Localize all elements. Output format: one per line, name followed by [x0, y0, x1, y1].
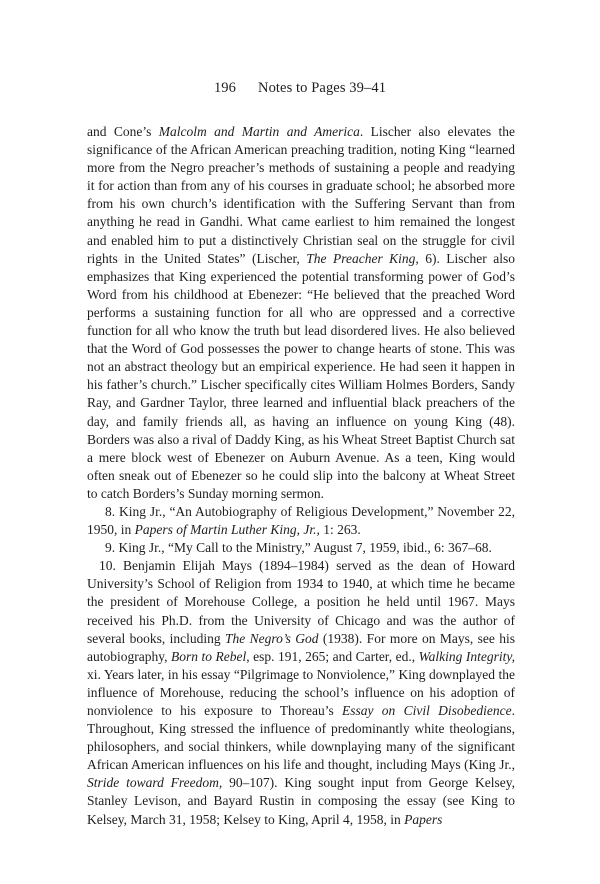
title-stride-toward-freedom: Stride toward Freedom, — [87, 775, 223, 791]
page-number: 196 — [213, 80, 236, 96]
text-run: xi. Years later, in his essay “Pilgrimage to Nonviolence,” King downplayed the influence of Morehouse, reducing the school’s influence on his adoption of nonviolence to his exposure to Thoreau’s — [87, 666, 515, 718]
title-preacher-king: The Preacher King, — [306, 250, 419, 266]
text-run: 6). Lischer also emphasizes that King experienced the potential transforming power of God’s Word from his childhood at Ebenezer: “He believed that the preached Word performs a sustaining function for all who are oppressed and a corrective function for all who know the truth but lead disordered lives. He also believed that the Word of God possesses the power to change hearts of stone. This was not an abstract theology but an empirical experience. He had seen it happen in his father’s church.” Lischer specifically cites William Holmes Borders, Sandy Ray, and Gardner Taylor, three learned and influential black preachers of the day, and family friends all, as having an influence on young King (48). Borders was also a rival of Daddy King, as his Wheat Street Baptist Church sat a mere block west of Ebenezer on Auburn Avenue. As a teen, King would often sneak out of Ebenezer so he could slip into the balcony at Wheat Street to catch Borders’s Sunday morning sermon. — [87, 250, 515, 501]
title-papers: Papers — [404, 811, 443, 827]
title-negros-god: The Negro’s God — [225, 630, 319, 646]
text-run: 8. King Jr., “An Autobiography of Religious Development,” November 22, 1950, in — [87, 503, 515, 538]
text-run: and Cone’s — [87, 124, 159, 139]
running-title: Notes to Pages 39–41 — [258, 80, 387, 96]
note-10 — [87, 557, 515, 828]
title-papers-of-mlk: Papers of Martin Luther King, Jr., — [134, 522, 320, 538]
title-born-to-rebel: Born to Rebel — [170, 648, 247, 664]
text-run: 10. Benjamin Elijah Mays (1894–1984) served as the dean of Howard University’s School of Religion from 1934 to 1940, at which time he became the president of Morehouse College, a position he held until 1967. Mays received his Ph.D. from the University of Chicago and was the author of several books, including — [87, 558, 515, 646]
title-malcolm-and-martin: Malcolm and Martin and America — [158, 124, 360, 139]
title-civil-disobedience: Essay on Civil Disobedience — [342, 703, 512, 718]
text-run: 90–107). King sought input from George Kelsey, Stanley Levison, and Bayard Rustin in composing the essay (see King to Kelsey, March 31, 1958; Kelsey to King, April 4, 1958, in — [87, 775, 515, 827]
text-run: 1: 263. — [319, 522, 361, 538]
text-run: (1938). For more on Mays, see his autobiography, — [87, 630, 515, 664]
notes-body — [87, 123, 515, 829]
text-run: 9. King Jr., “My Call to the Ministry,” August 7, 1959, ibid., 6: 367–68. — [105, 540, 492, 556]
text-run: . Lischer also elevates the significance of the African American preaching tradition, noting King “learned more from the Negro preacher’s methods of sustaining a people and readying it for action than from any of his courses in graduate school; he absorbed more from his own church’s identification with the Suffering Servant than from anything he read in Gandhi. What came earliest to him remained the longest and enabled him to put a distinctively Christian seal on the struggle for civil rights in the United States” (Lischer, — [87, 124, 515, 266]
note-8 — [87, 503, 515, 539]
title-walking-integrity: Walking Integrity, — [418, 648, 516, 664]
text-run: . Throughout, King stressed the influence of predominantly white theologians, philosophers, and social thinkers, while downplaying many of the significant African American influences on his life and thought, including Mays (King Jr., — [87, 703, 516, 773]
running-header — [0, 80, 600, 97]
text-run: , esp. 191, 265; and Carter, ed., — [246, 648, 419, 664]
note-9 — [87, 539, 515, 557]
note-7-continuation — [87, 123, 515, 503]
